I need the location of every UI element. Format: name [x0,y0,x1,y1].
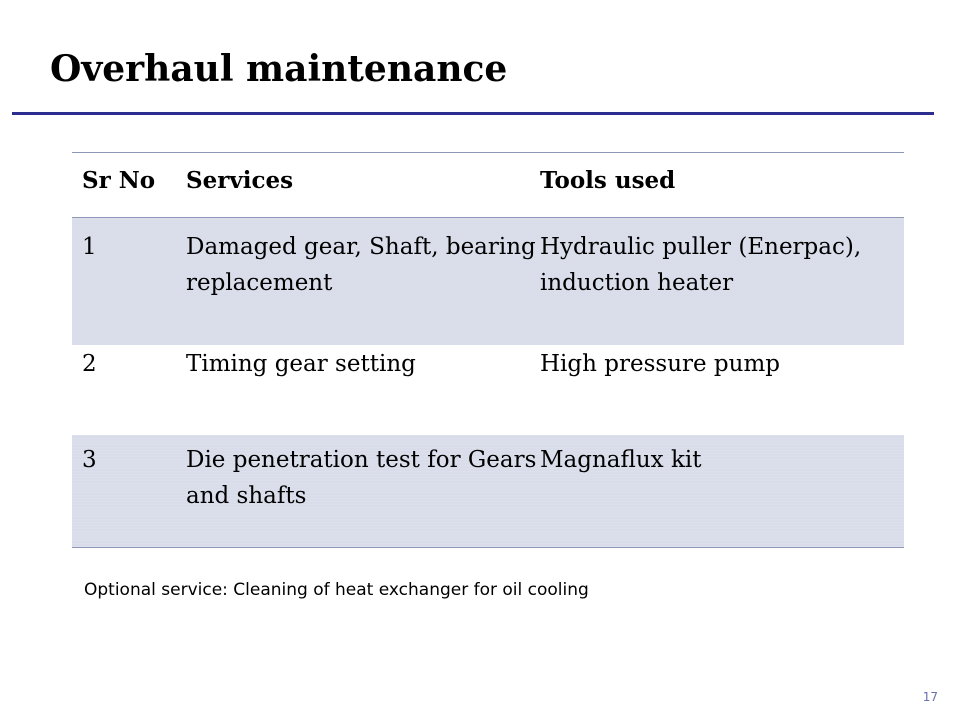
table-row [72,218,904,345]
cell-sr-no: 1 [72,218,186,345]
slide-title: Overhaul maintenance [50,48,508,90]
cell-sr-no: 2 [82,350,97,377]
cell-tools: High pressure pump [540,350,780,377]
table-header-row [72,153,904,218]
header-sr-no: Sr No [72,153,186,218]
cell-tools: Hydraulic puller (Enerpac), induction heater [540,218,904,345]
table-row [72,345,904,435]
cell-service: Damaged gear, Shaft, bearing replacement [186,218,540,345]
header-services: Services [186,153,540,218]
cell-service: Timing gear setting [186,350,416,377]
page-number: 17 [922,690,938,704]
cell-service: Die penetration test for Gears and shafts [186,435,540,548]
cell-tools: Magnaflux kit [540,435,904,548]
optional-service-note: Optional service: Cleaning of heat exchanger for oil cooling [84,580,589,600]
cell-sr-no: 3 [72,435,186,548]
services-table [72,152,904,548]
title-divider [12,112,934,115]
header-tools-used: Tools used [540,153,904,218]
table-row [72,435,904,548]
